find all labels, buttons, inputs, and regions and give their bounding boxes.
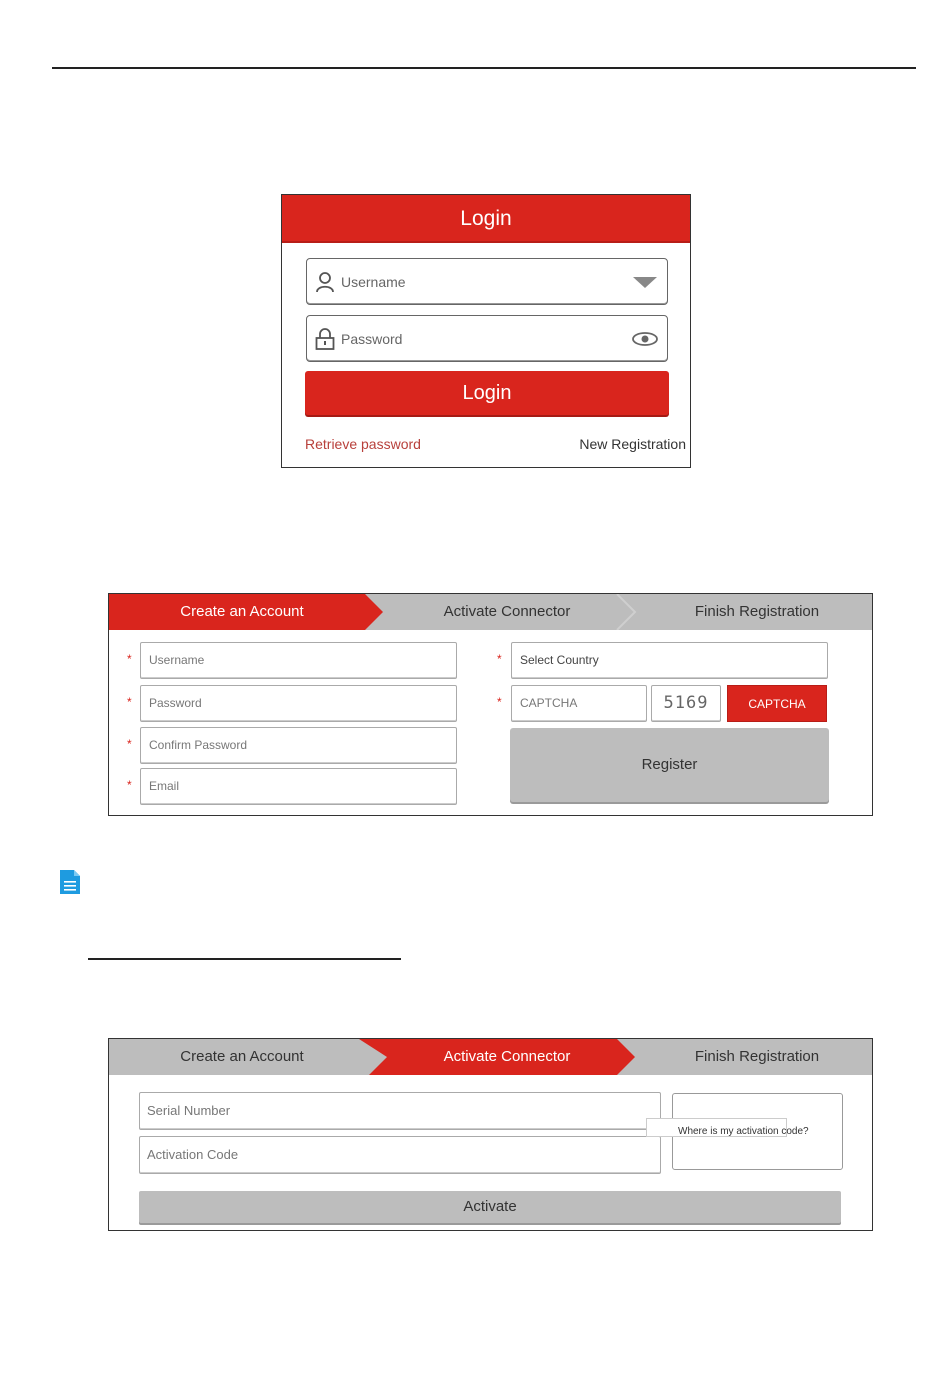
step-activate-connector[interactable]: Activate Connector	[443, 1048, 571, 1065]
activation-help-link[interactable]: Where is my activation code?	[678, 1126, 809, 1137]
reg-username-input[interactable]: Username	[140, 642, 457, 679]
dropdown-arrow-icon[interactable]	[631, 271, 659, 293]
step-create-account[interactable]: Create an Account	[180, 1048, 304, 1065]
top-rule	[52, 67, 916, 69]
lock-icon	[315, 328, 335, 350]
eye-icon[interactable]	[631, 328, 659, 350]
activation-code-input[interactable]: Activation Code	[139, 1136, 661, 1174]
activate-button[interactable]: Activate	[139, 1191, 841, 1223]
retrieve-password-link[interactable]: Retrieve password	[305, 436, 421, 452]
required-marker: *	[497, 695, 502, 709]
registration-stepbar	[109, 594, 872, 630]
username-placeholder: Username	[341, 274, 406, 290]
required-marker: *	[127, 695, 132, 709]
username-field[interactable]	[306, 258, 668, 305]
register-button[interactable]: Register	[510, 728, 829, 802]
captcha-refresh-button[interactable]: CAPTCHA	[727, 685, 827, 722]
login-button[interactable]: Login	[305, 371, 669, 415]
reg-email-input[interactable]: Email	[140, 768, 457, 805]
required-marker: *	[127, 778, 132, 792]
step-finish-registration[interactable]: Finish Registration	[694, 603, 820, 620]
section-rule	[88, 958, 401, 960]
reg-password-input[interactable]: Password	[140, 685, 457, 722]
step-activate-connector[interactable]: Activate Connector	[443, 603, 571, 620]
country-select[interactable]: Select Country	[511, 642, 828, 679]
password-field[interactable]	[306, 315, 668, 362]
activation-panel	[108, 1038, 873, 1231]
step-create-account[interactable]: Create an Account	[180, 603, 304, 620]
login-title: Login	[282, 195, 690, 243]
new-registration-link[interactable]: New Registration	[579, 436, 686, 452]
required-marker: *	[127, 737, 132, 751]
required-marker: *	[497, 652, 502, 666]
captcha-code: 5169	[651, 685, 721, 722]
reg-confirm-password-input[interactable]: Confirm Password	[140, 727, 457, 764]
login-dialog	[281, 194, 691, 468]
required-marker: *	[127, 652, 132, 666]
registration-panel	[108, 593, 873, 816]
user-icon	[315, 271, 335, 293]
step-finish-registration[interactable]: Finish Registration	[694, 1048, 820, 1065]
note-icon	[59, 869, 81, 895]
password-placeholder: Password	[341, 331, 403, 347]
activation-stepbar	[109, 1039, 872, 1075]
captcha-input[interactable]: CAPTCHA	[511, 685, 647, 722]
serial-number-input[interactable]: Serial Number	[139, 1092, 661, 1130]
